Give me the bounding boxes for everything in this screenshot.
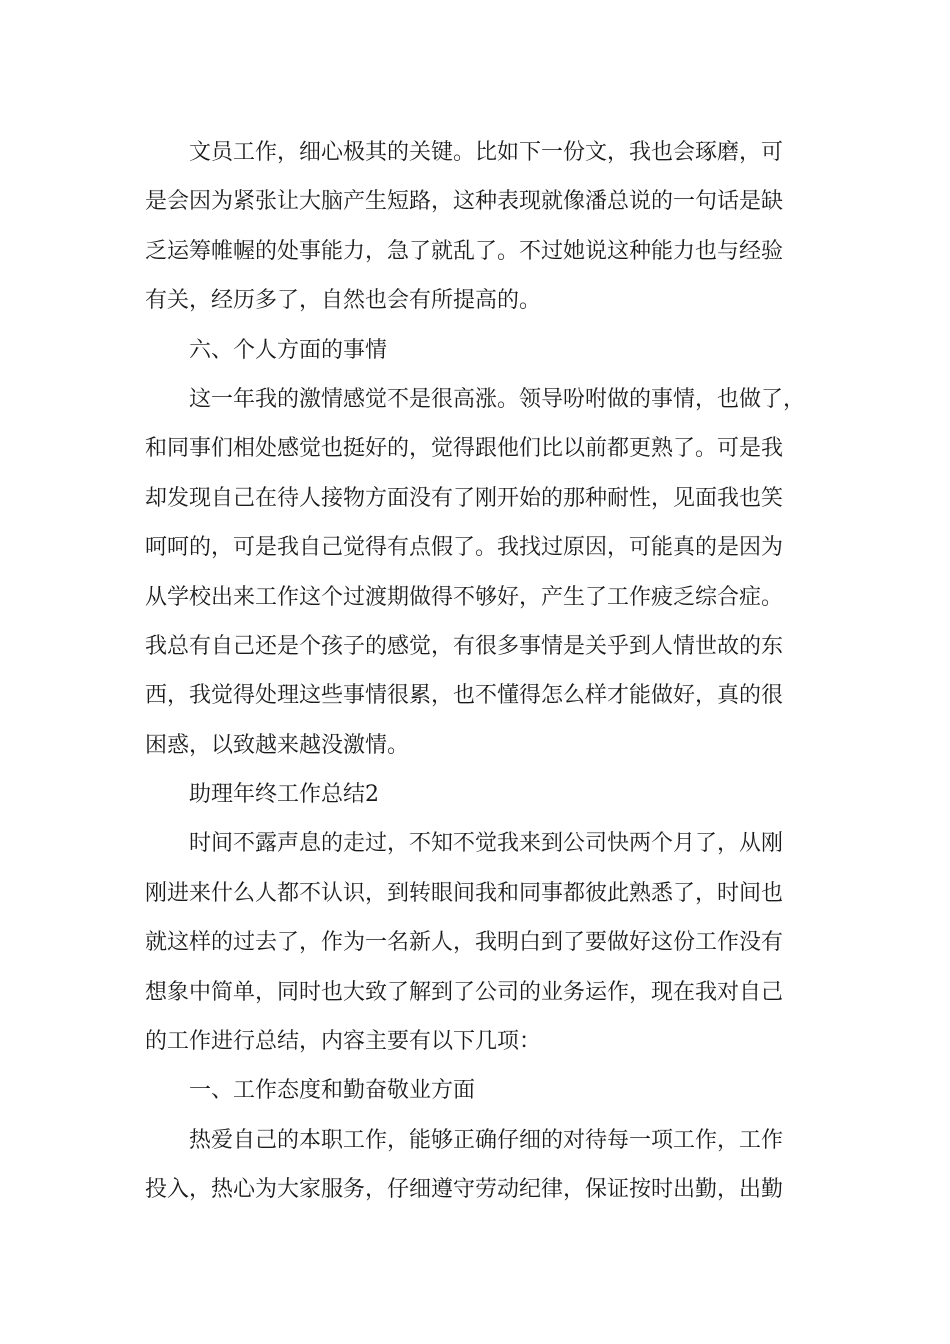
- section-heading: 一、工作态度和勤奋敬业方面: [189, 1078, 476, 1104]
- paragraph-line: 时间不露声息的走过，不知不觉我来到公司快两个月了，从刚: [189, 831, 784, 857]
- paragraph-line: 却发现自己在待人接物方面没有了刚开始的那种耐性，见面我也笑: [145, 485, 784, 511]
- paragraph-line: 有关，经历多了，自然也会有所提高的。: [145, 288, 542, 314]
- paragraph-line: 我总有自己还是个孩子的感觉，有很多事情是关乎到人情世故的东: [145, 633, 784, 659]
- paragraph-line: 热爱自己的本职工作，能够正确仔细的对待每一项工作，工作: [189, 1127, 784, 1153]
- document-subtitle: 助理年终工作总结2: [189, 782, 379, 808]
- paragraph-line: 想象中简单，同时也大致了解到了公司的业务运作，现在我对自己: [145, 979, 784, 1005]
- paragraph-line: 和同事们相处感觉也挺好的，觉得跟他们比以前都更熟了。可是我: [145, 436, 784, 462]
- document-body: [145, 128, 825, 1215]
- paragraph-line: 刚进来什么人都不认识，到转眼间我和同事都彼此熟悉了，时间也: [145, 880, 784, 906]
- paragraph-line: 就这样的过去了，作为一名新人，我明白到了要做好这份工作没有: [145, 930, 784, 956]
- paragraph-line: 乏运筹帷幄的处事能力，急了就乱了。不过她说这种能力也与经验: [145, 238, 784, 264]
- paragraph-line: 的工作进行总结，内容主要有以下几项：: [145, 1029, 542, 1055]
- paragraph-line: 投入，热心为大家服务，仔细遵守劳动纪律，保证按时出勤，出勤: [145, 1177, 784, 1203]
- paragraph-line: 这一年我的激情感觉不是很高涨。领导吩咐做的事情，也做了，: [189, 386, 806, 412]
- paragraph-line: 困惑，以致越来越没激情。: [145, 732, 410, 758]
- paragraph-line: 呵呵的，可是我自己觉得有点假了。我找过原因，可能真的是因为: [145, 535, 784, 561]
- paragraph-line: 文员工作，细心极其的关键。比如下一份文，我也会琢磨，可: [189, 140, 784, 165]
- paragraph-line: 西，我觉得处理这些事情很累，也不懂得怎么样才能做好，真的很: [145, 683, 784, 709]
- section-heading: 六、个人方面的事情: [189, 337, 388, 363]
- paragraph-line: 从学校出来工作这个过渡期做得不够好，产生了工作疲乏综合症。: [145, 584, 784, 610]
- paragraph-line: 是会因为紧张让大脑产生短路，这种表现就像潘总说的一句话是缺: [145, 189, 784, 215]
